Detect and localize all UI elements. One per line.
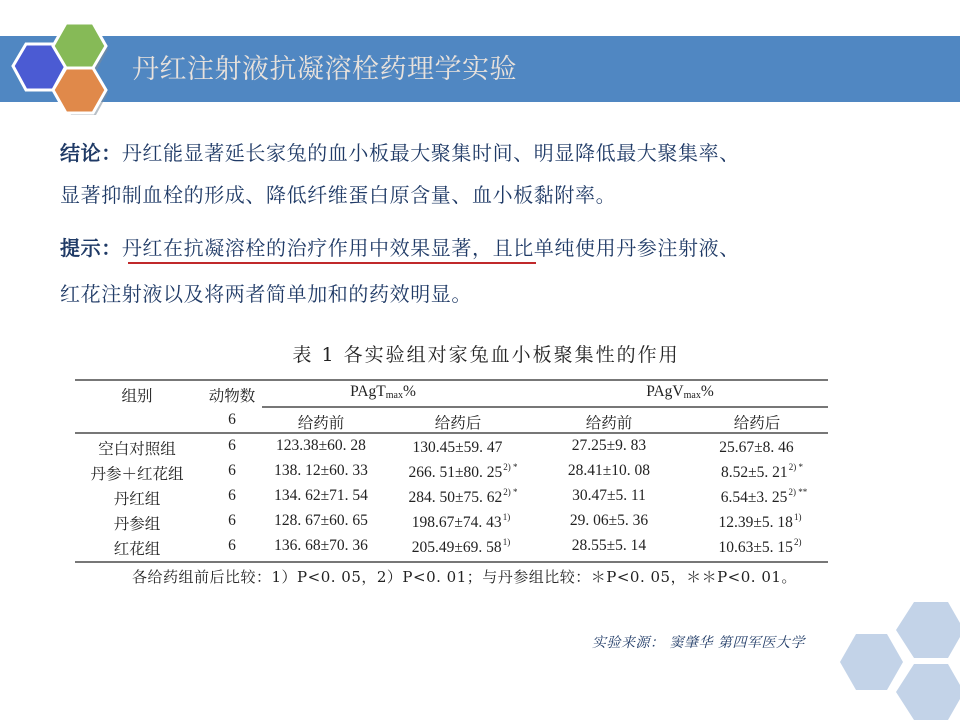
cell-v-before: 28.55±5. 14 [571, 537, 647, 554]
conclusion-line-2: 显著抑制血栓的形成、降低纤维蛋白原含量、血小板黏附率。 [60, 183, 617, 207]
cell-v-after: 12.39±5. 18$^{1)}$ [718, 512, 802, 531]
cell-t-after: 130.45±59. 47 [412, 439, 503, 456]
table-top-rule [75, 379, 828, 381]
cell-t-before: 134. 62±71. 54 [274, 487, 368, 504]
cell-t-after: 205.49±69. 58$^{1)}$ [411, 537, 511, 556]
conclusion-text-1: 丹红能显著延长家兔的血小板最大聚集时间、明显降低最大聚集率、 [121, 141, 740, 165]
cell-n: 6 [228, 437, 236, 454]
hint-label: 提示： [60, 236, 122, 260]
source-credit: 实验来源： 窦肇华 第四军医大学 [592, 635, 805, 651]
table-title: 表 1 各实验组对家兔血小板聚集性的作用 [292, 344, 680, 366]
hint-text-rest: ，且比单纯使用丹参注射液、 [472, 236, 740, 260]
cell-t-before: 136. 68±70. 36 [274, 537, 368, 554]
table-footnote: 各给药组前后比较：1）P<0. 05，2）P<0. 01；与丹参组比较：＊P<0. 05，＊＊P<0. 01。 [132, 568, 797, 586]
cell-group: 丹参＋红花组 [90, 466, 184, 483]
cell-v-before: 27.25±9. 83 [571, 437, 647, 454]
cell-n: 6 [228, 462, 236, 479]
cell-v-before: 29. 06±5. 36 [569, 512, 649, 529]
col-header-animals-count: 6 [228, 411, 236, 428]
col-header-pagt-after: 给药后 [434, 415, 482, 432]
cell-group: 丹参组 [113, 516, 161, 533]
cell-group: 空白对照组 [98, 441, 176, 458]
table-subheader-rule [262, 406, 828, 408]
cell-v-before: 28.41±10. 08 [567, 462, 651, 479]
cell-n: 6 [228, 537, 236, 554]
cell-v-after: 25.67±8. 46 [719, 439, 794, 456]
conclusion-label: 结论： [60, 141, 122, 165]
cell-t-before: 138. 12±60. 33 [274, 462, 368, 479]
col-header-pagt: PAgT$_{max}$% [350, 383, 416, 401]
col-header-pagv: PAgV$_{max}$% [646, 383, 714, 401]
page-title: 丹红注射液抗凝溶栓药理学实验 [132, 54, 517, 85]
hexagon-logo-icon [8, 18, 128, 122]
hint-red-underline [128, 262, 536, 264]
table-bottom-rule [75, 561, 828, 563]
cell-n: 6 [228, 512, 236, 529]
cell-group: 红花组 [113, 541, 161, 558]
hint-line-1 [60, 236, 740, 260]
cell-t-after: 266. 51±80. $25^{2) *}$ [408, 462, 518, 481]
cell-v-after: 8.52±5. $21^{2) *}$ [721, 462, 803, 481]
cell-t-after: 198.67±74. 43$^{1)}$ [411, 512, 511, 531]
col-header-group: 组别 [121, 388, 153, 405]
cell-t-before: 128. 67±60. 65 [274, 512, 368, 529]
hint-underlined-text: 丹红在抗凝溶栓的治疗作用中效果显著 [121, 236, 473, 260]
cell-t-after: 284. 50±75. $62^{2) *}$ [408, 487, 518, 506]
col-header-pagv-after: 给药后 [733, 415, 781, 432]
col-header-animals: 动物数 [208, 388, 256, 405]
cell-v-before: 30.47±5. 11 [572, 487, 646, 504]
col-header-pagt-before: 给药前 [297, 415, 345, 432]
hint-line-2: 红花注射液以及将两者简单加和的药效明显。 [60, 282, 472, 306]
cell-group: 丹红组 [113, 491, 161, 508]
conclusion-line-1 [60, 141, 740, 165]
cell-t-before: 123.38±60. 28 [276, 437, 366, 454]
cell-n: 6 [228, 487, 236, 504]
cell-v-after: 10.63±5. 15$^{2)}$ [718, 537, 802, 556]
col-header-pagv-before: 给药前 [585, 415, 633, 432]
decorative-hexagons-icon [830, 596, 960, 720]
cell-v-after: 6.54±3. $25^{2) **}$ [720, 487, 808, 506]
